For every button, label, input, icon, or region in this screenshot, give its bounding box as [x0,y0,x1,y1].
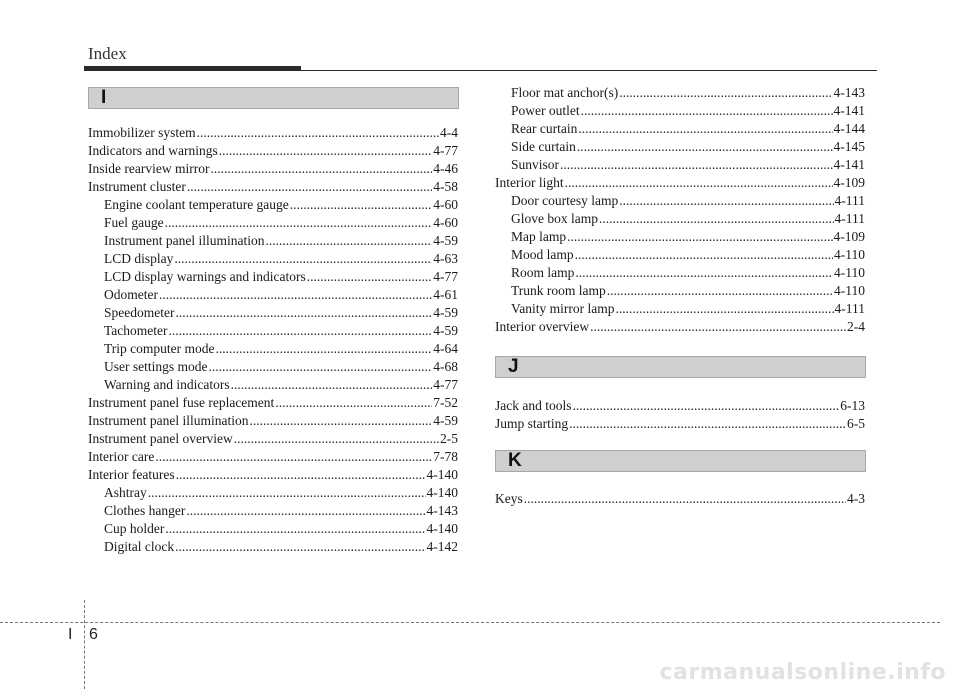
index-entry-page: 4-46 [433,161,458,176]
index-entry [495,228,865,246]
index-entry-label: Clothes hanger [104,503,186,518]
index-entry [495,300,865,318]
dot-leader [187,178,432,196]
index-entry [88,538,458,556]
index-entry-label: Jack and tools [495,398,572,413]
index-entry [495,102,865,120]
dot-leader [148,484,426,502]
index-entry-page: 4-60 [433,215,458,230]
index-entry-label: Instrument panel illumination [88,413,249,428]
index-entry-page: 4-4 [440,125,458,140]
dot-leader [186,502,425,520]
index-entry-page: 4-144 [833,121,865,136]
index-entry-label: Map lamp [511,229,567,244]
index-entry-page: 4-109 [833,175,865,190]
index-entry-label: Power outlet [511,103,580,118]
dot-leader [567,228,832,246]
dot-leader [169,322,433,340]
index-list-right-k [495,490,865,508]
index-entry-label: Tachometer [104,323,168,338]
index-entry [495,415,865,433]
dot-leader [175,304,432,322]
index-entry-label: Glove box lamp [511,211,598,226]
dot-leader [174,250,432,268]
section-letter-i: I [101,87,107,108]
dot-leader [577,138,833,156]
index-entry [88,430,458,448]
index-entry-page: 7-52 [433,395,458,410]
index-entry-page: 6-5 [847,416,865,431]
index-entry-page: 4-60 [433,197,458,212]
index-entry [88,394,458,412]
dot-leader [275,394,432,412]
dot-leader [290,196,432,214]
index-entry-page: 4-140 [426,467,458,482]
index-entry-label: Cup holder [104,521,165,536]
index-entry [88,376,458,394]
section-bar-i [88,87,459,109]
dot-leader [619,192,833,210]
index-entry-label: Indicators and warnings [88,143,218,158]
index-entry [88,502,458,520]
index-entry-label: Interior light [495,175,564,190]
index-entry [88,358,458,376]
index-entry-label: Engine coolant temperature gauge [104,197,289,212]
index-entry-page: 4-59 [433,233,458,248]
index-entry-page: 4-140 [426,485,458,500]
index-entry-label: Digital clock [104,539,175,554]
section-bar-j [495,356,866,378]
index-entry [88,322,458,340]
dot-leader [581,102,833,120]
index-entry-label: User settings mode [104,359,208,374]
index-entry-label: Instrument panel overview [88,431,233,446]
dot-leader [210,160,432,178]
index-entry [88,124,458,142]
index-entry [88,520,458,538]
index-entry-label: LCD display warnings and indicators [104,269,306,284]
index-entry [88,178,458,196]
index-entry-label: Instrument cluster [88,179,186,194]
index-entry [495,210,865,228]
index-entry-page: 4-59 [433,323,458,338]
index-entry-page: 4-64 [433,341,458,356]
index-entry-label: Side curtain [511,139,576,154]
index-entry-label: Door courtesy lamp [511,193,619,208]
index-entry [88,250,458,268]
index-entry [495,120,865,138]
index-entry-page: 2-4 [847,319,865,334]
index-entry-label: Floor mat anchor(s) [511,85,619,100]
index-entry-page: 4-58 [433,179,458,194]
dot-leader [209,358,433,376]
index-entry [88,196,458,214]
dot-leader [573,397,840,415]
index-entry-page: 4-111 [834,211,865,226]
dot-leader [231,376,433,394]
index-entry [88,466,458,484]
index-entry-page: 4-143 [833,85,865,100]
footer-rule [0,622,940,623]
index-entry-page: 4-111 [834,193,865,208]
dot-leader [590,318,846,336]
index-entry-label: Interior care [88,449,155,464]
dot-leader [619,84,832,102]
index-entry-page: 4-110 [834,247,865,262]
index-entry-label: LCD display [104,251,174,266]
index-entry-label: Rear curtain [511,121,578,136]
dot-leader [565,174,833,192]
dot-leader [165,214,433,232]
index-entry [88,448,458,466]
dot-leader [234,430,439,448]
index-entry [495,282,865,300]
index-entry-page: 4-63 [433,251,458,266]
index-entry [88,412,458,430]
footer-page-number: 6 [89,626,98,643]
index-entry-page: 4-59 [433,413,458,428]
index-entry [495,246,865,264]
index-entry-page: 4-68 [433,359,458,374]
index-entry-page: 4-111 [834,301,865,316]
dot-leader [159,286,432,304]
index-entry-label: Sunvisor [511,157,560,172]
header-rule-thick [84,66,301,71]
index-entry-page: 4-142 [426,539,458,554]
index-entry-page: 4-59 [433,305,458,320]
header-rule-thin [301,70,877,71]
index-entry [495,490,865,508]
index-entry-page: 2-5 [440,431,458,446]
index-entry [495,318,865,336]
footer-section-letter: I [68,626,73,643]
dot-leader [176,466,426,484]
index-entry-label: Fuel gauge [104,215,164,230]
index-entry-label: Vanity mirror lamp [511,301,615,316]
index-list-right-j [495,397,865,433]
index-entry-page: 4-110 [834,283,865,298]
index-entry [495,192,865,210]
index-list-left [88,124,458,556]
index-entry-page: 4-143 [426,503,458,518]
index-entry-page: 4-109 [833,229,865,244]
dot-leader [615,300,833,318]
dot-leader [524,490,846,508]
dot-leader [155,448,432,466]
index-list-right-i [495,84,865,336]
section-letter-j: J [508,356,519,377]
index-entry [88,304,458,322]
dot-leader [249,412,432,430]
index-entry [495,138,865,156]
dot-leader [599,210,834,228]
index-entry [88,232,458,250]
index-entry-page: 7-78 [433,449,458,464]
index-entry-label: Room lamp [511,265,575,280]
index-entry [88,268,458,286]
index-entry-label: Instrument panel illumination [104,233,265,248]
index-entry-label: Warning and indicators [104,377,230,392]
footer-divider [84,600,85,689]
dot-leader [569,415,846,433]
index-entry-page: 4-110 [834,265,865,280]
dot-leader [575,264,833,282]
index-entry-page: 4-141 [833,157,865,172]
index-entry-page: 4-145 [833,139,865,154]
index-entry-page: 4-140 [426,521,458,536]
index-entry-label: Odometer [104,287,158,302]
dot-leader [219,142,433,160]
index-entry [88,340,458,358]
index-entry [88,142,458,160]
dot-leader [197,124,439,142]
index-entry-page: 4-77 [433,377,458,392]
index-entry [495,397,865,415]
index-entry-label: Speedometer [104,305,175,320]
dot-leader [578,120,832,138]
index-entry [88,484,458,502]
index-entry-label: Instrument panel fuse replacement [88,395,275,410]
index-entry-page: 4-77 [433,143,458,158]
index-entry-label: Interior features [88,467,175,482]
index-entry-label: Immobilizer system [88,125,196,140]
index-entry-page: 4-61 [433,287,458,302]
index-entry-label: Inside rearview mirror [88,161,210,176]
index-entry [88,286,458,304]
page-header-title: Index [88,44,127,63]
dot-leader [607,282,833,300]
section-letter-k: K [508,450,522,471]
dot-leader [575,246,833,264]
dot-leader [307,268,433,286]
index-entry-page: 4-141 [833,103,865,118]
dot-leader [216,340,433,358]
index-entry-label: Keys [495,491,523,506]
dot-leader [175,538,425,556]
section-bar-k [495,450,866,472]
index-entry-label: Trip computer mode [104,341,215,356]
index-entry [88,214,458,232]
index-entry-label: Jump starting [495,416,569,431]
index-entry-page: 4-77 [433,269,458,284]
dot-leader [165,520,425,538]
index-entry-page: 6-13 [840,398,865,413]
watermark-text: carmanualsonline.info [659,660,946,685]
index-entry-label: Trunk room lamp [511,283,606,298]
index-entry [495,174,865,192]
index-entry-label: Interior overview [495,319,590,334]
index-entry [88,160,458,178]
dot-leader [265,232,432,250]
index-entry-label: Ashtray [104,485,147,500]
index-entry-label: Mood lamp [511,247,574,262]
index-entry [495,156,865,174]
index-entry [495,264,865,282]
dot-leader [560,156,832,174]
index-entry-page: 4-3 [847,491,865,506]
index-entry [495,84,865,102]
